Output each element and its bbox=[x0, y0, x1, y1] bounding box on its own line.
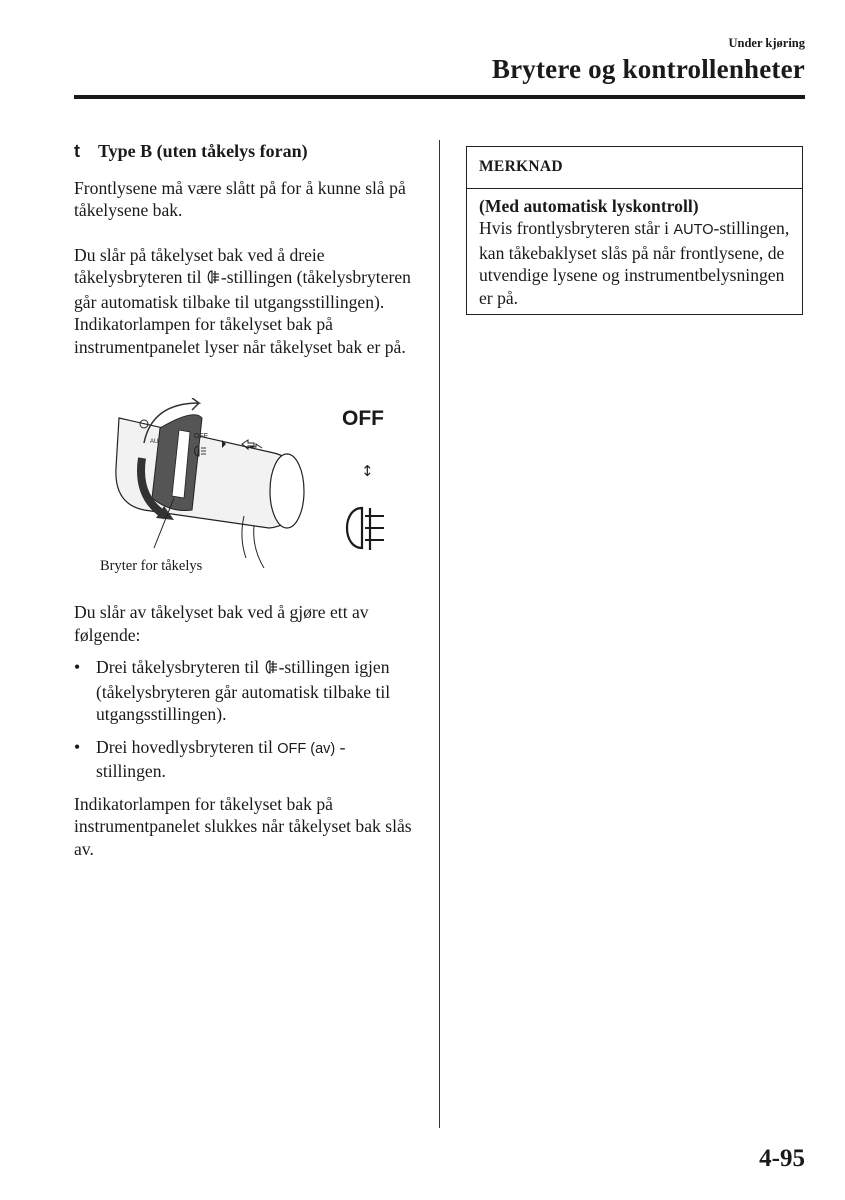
bullet-list bbox=[74, 656, 419, 783]
column-divider bbox=[439, 140, 440, 1128]
svg-text:↕: ↕ bbox=[361, 462, 374, 480]
note-text: Hvis frontlysbryteren står i AUTO-stillingen, kan tåkebaklyset slås på når frontlysene, de utvendige lysene og instrumentbelysningen er på. bbox=[479, 218, 790, 308]
list-item: • Drei hovedlysbryteren til OFF (av) - stillingen. bbox=[74, 736, 419, 783]
note-box bbox=[466, 146, 803, 315]
off-setting-label: OFF (av) bbox=[277, 740, 336, 757]
paragraph-2: Du slår på tåkelyset bak ved å dreie tåkelysbryteren til -stillingen (tåkelysbryteren går automatisk tilbake til utgangsstillingen). bbox=[74, 244, 411, 312]
page-number: 4-95 bbox=[759, 1145, 805, 1172]
svg-text:AU: AU bbox=[150, 439, 159, 445]
auto-setting-label: AUTO bbox=[673, 222, 714, 238]
paragraph-5: Indikatorlampen for tåkelyset bak på instrumentpanelet slukkes når tåkelyset bak slås av. bbox=[74, 793, 412, 859]
paragraph-1: Frontlysene må være slått på for å kunne slå på tåkelysene bak. bbox=[74, 177, 406, 220]
heading-marker: t bbox=[74, 141, 80, 161]
illustration-caption: Bryter for tåkelys bbox=[100, 558, 203, 574]
fog-switch-illustration bbox=[74, 398, 419, 583]
svg-text:OFF: OFF bbox=[194, 433, 208, 440]
note-subheading: (Med automatisk lyskontroll) bbox=[479, 195, 699, 216]
rear-fog-large-icon bbox=[347, 508, 384, 550]
page-title: Brytere og kontrollenheter bbox=[491, 54, 805, 84]
section-heading bbox=[74, 140, 419, 163]
left-column bbox=[74, 140, 419, 860]
rear-fog-light-icon bbox=[206, 268, 221, 291]
title-rule bbox=[74, 95, 805, 99]
section-label: Under kjøring bbox=[728, 36, 805, 50]
rear-fog-light-icon bbox=[264, 658, 279, 681]
off-label: OFF bbox=[342, 407, 384, 430]
heading-text: Type B (uten tåkelys foran) bbox=[98, 141, 308, 161]
note-body bbox=[467, 189, 802, 316]
paragraph-4: Du slår av tåkelyset bak ved å gjøre ett av følgende: bbox=[74, 602, 369, 645]
list-item: • Drei tåkelysbryteren til -stillingen igjen (tåkelysbryteren går automatisk tilbake til utgangsstillingen). bbox=[74, 656, 419, 726]
paragraph-3: Indikatorlampen for tåkelyset bak på instrumentpanelet lyser når tåkelyset bak er på. bbox=[74, 314, 406, 357]
note-heading: MERKNAD bbox=[467, 147, 802, 189]
